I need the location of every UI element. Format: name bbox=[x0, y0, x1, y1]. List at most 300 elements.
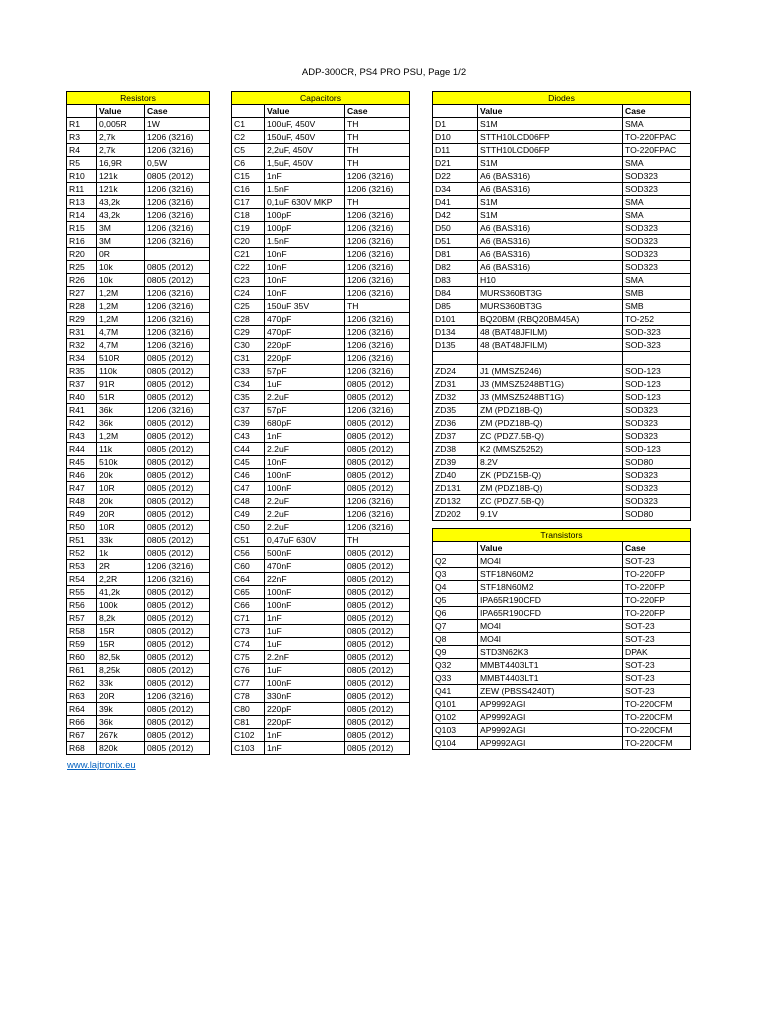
table-row bbox=[67, 222, 210, 235]
value-cell: 39k bbox=[97, 703, 145, 716]
case-cell: 1206 (3216) bbox=[345, 352, 410, 365]
ref-cell: C80 bbox=[232, 703, 265, 716]
value-cell: MMBT4403LT1 bbox=[478, 659, 623, 672]
value-cell: 2.2uF bbox=[265, 391, 345, 404]
table-row bbox=[232, 560, 410, 573]
ref-cell: D34 bbox=[433, 183, 478, 196]
ref-cell: C39 bbox=[232, 417, 265, 430]
ref-cell: R56 bbox=[67, 599, 97, 612]
table-row bbox=[232, 534, 410, 547]
value-cell: 1nF bbox=[265, 729, 345, 742]
value-cell: AP9992AGI bbox=[478, 724, 623, 737]
value-cell: STF18N60M2 bbox=[478, 581, 623, 594]
ref-cell: Q4 bbox=[433, 581, 478, 594]
value-cell: 2.2uF bbox=[265, 443, 345, 456]
case-cell: SMA bbox=[623, 274, 691, 287]
case-cell: 1206 (3216) bbox=[345, 495, 410, 508]
value-cell: 2,7k bbox=[97, 144, 145, 157]
table-row bbox=[67, 326, 210, 339]
table-row bbox=[232, 378, 410, 391]
case-cell: SOD323 bbox=[623, 183, 691, 196]
case-cell: SOD-123 bbox=[623, 443, 691, 456]
value-cell: 22nF bbox=[265, 573, 345, 586]
case-cell: 0805 (2012) bbox=[345, 378, 410, 391]
case-cell: 0805 (2012) bbox=[145, 456, 210, 469]
case-cell: 0805 (2012) bbox=[145, 365, 210, 378]
table-row bbox=[67, 612, 210, 625]
ref-cell: C35 bbox=[232, 391, 265, 404]
value-cell: 20k bbox=[97, 495, 145, 508]
case-cell: 0805 (2012) bbox=[345, 638, 410, 651]
table-row bbox=[67, 339, 210, 352]
ref-cell: C22 bbox=[232, 261, 265, 274]
case-cell: 1206 (3216) bbox=[145, 690, 210, 703]
ref-cell: R59 bbox=[67, 638, 97, 651]
ref-cell: C23 bbox=[232, 274, 265, 287]
case-cell: 0,5W bbox=[145, 157, 210, 170]
ref-cell: C74 bbox=[232, 638, 265, 651]
value-cell: ZM (PDZ18B-Q) bbox=[478, 482, 623, 495]
ref-cell: C73 bbox=[232, 625, 265, 638]
ref-cell: ZD39 bbox=[433, 456, 478, 469]
ref-cell: R42 bbox=[67, 417, 97, 430]
ref-cell: R58 bbox=[67, 625, 97, 638]
ref-cell: D81 bbox=[433, 248, 478, 261]
case-cell: SOD323 bbox=[623, 430, 691, 443]
table-row bbox=[67, 131, 210, 144]
table-row bbox=[232, 443, 410, 456]
table-row bbox=[67, 378, 210, 391]
ref-cell: D10 bbox=[433, 131, 478, 144]
value-cell: 10R bbox=[97, 521, 145, 534]
value-cell: 11k bbox=[97, 443, 145, 456]
case-cell: 0805 (2012) bbox=[145, 534, 210, 547]
value-cell: ZC (PDZ7.5B-Q) bbox=[478, 495, 623, 508]
value-cell: 470pF bbox=[265, 313, 345, 326]
table-row bbox=[433, 430, 691, 443]
value-cell: J3 (MMSZ5248BT1G) bbox=[478, 378, 623, 391]
value-cell: 100nF bbox=[265, 482, 345, 495]
table-row bbox=[67, 443, 210, 456]
ref-cell: R3 bbox=[67, 131, 97, 144]
value-cell: 10R bbox=[97, 482, 145, 495]
value-cell: 20R bbox=[97, 690, 145, 703]
value-cell: 9.1V bbox=[478, 508, 623, 521]
ref-cell: C17 bbox=[232, 196, 265, 209]
case-cell: SOD323 bbox=[623, 404, 691, 417]
table-row bbox=[67, 118, 210, 131]
ref-cell: R16 bbox=[67, 235, 97, 248]
ref-cell: R64 bbox=[67, 703, 97, 716]
table-row bbox=[433, 633, 691, 646]
case-cell: 0805 (2012) bbox=[345, 599, 410, 612]
ref-cell: R67 bbox=[67, 729, 97, 742]
table-row bbox=[232, 469, 410, 482]
column-header-ref bbox=[232, 105, 265, 118]
case-cell: SOT-23 bbox=[623, 633, 691, 646]
website-link[interactable]: www.lajtronix.eu bbox=[67, 760, 136, 771]
table-row bbox=[232, 339, 410, 352]
value-cell: A6 (BAS316) bbox=[478, 183, 623, 196]
table-row bbox=[433, 352, 691, 365]
table-row bbox=[433, 508, 691, 521]
table-row bbox=[232, 313, 410, 326]
ref-cell: R15 bbox=[67, 222, 97, 235]
table-row bbox=[67, 638, 210, 651]
table-row bbox=[67, 560, 210, 573]
table-row bbox=[232, 209, 410, 222]
case-cell: 0805 (2012) bbox=[145, 521, 210, 534]
case-cell: TO-220FP bbox=[623, 568, 691, 581]
table-row bbox=[433, 248, 691, 261]
table-row bbox=[67, 209, 210, 222]
ref-cell: ZD36 bbox=[433, 417, 478, 430]
value-cell: 1,2M bbox=[97, 430, 145, 443]
table-row bbox=[433, 698, 691, 711]
value-cell: 36k bbox=[97, 716, 145, 729]
value-cell: 10nF bbox=[265, 274, 345, 287]
table-row bbox=[67, 534, 210, 547]
ref-cell: R47 bbox=[67, 482, 97, 495]
ref-cell: C65 bbox=[232, 586, 265, 599]
table-row bbox=[232, 586, 410, 599]
ref-cell: R34 bbox=[67, 352, 97, 365]
value-cell: 15R bbox=[97, 638, 145, 651]
case-cell: 1206 (3216) bbox=[345, 521, 410, 534]
ref-cell: Q3 bbox=[433, 568, 478, 581]
table-row bbox=[232, 703, 410, 716]
value-cell: 220pF bbox=[265, 339, 345, 352]
case-cell: 0805 (2012) bbox=[145, 729, 210, 742]
ref-cell: R1 bbox=[67, 118, 97, 131]
case-cell: 0805 (2012) bbox=[145, 612, 210, 625]
value-cell: 100nF bbox=[265, 599, 345, 612]
ref-cell: Q102 bbox=[433, 711, 478, 724]
value-cell: 100nF bbox=[265, 586, 345, 599]
column-header-case: Case bbox=[623, 105, 691, 118]
ref-cell: R48 bbox=[67, 495, 97, 508]
table-row bbox=[433, 417, 691, 430]
ref-cell: R53 bbox=[67, 560, 97, 573]
ref-cell: C28 bbox=[232, 313, 265, 326]
ref-cell: C2 bbox=[232, 131, 265, 144]
table-row bbox=[67, 261, 210, 274]
value-cell: 110k bbox=[97, 365, 145, 378]
table-row bbox=[232, 430, 410, 443]
table-row bbox=[67, 365, 210, 378]
ref-cell: D84 bbox=[433, 287, 478, 300]
case-cell: SOD-123 bbox=[623, 378, 691, 391]
value-cell: 2,2R bbox=[97, 573, 145, 586]
value-cell: 1nF bbox=[265, 170, 345, 183]
value-cell: 1.5nF bbox=[265, 235, 345, 248]
table-row bbox=[232, 742, 410, 755]
table-row bbox=[67, 287, 210, 300]
table-row bbox=[232, 157, 410, 170]
ref-cell: D41 bbox=[433, 196, 478, 209]
section-header bbox=[433, 529, 691, 542]
value-cell: 1k bbox=[97, 547, 145, 560]
ref-cell: R10 bbox=[67, 170, 97, 183]
table-row bbox=[232, 625, 410, 638]
table-row bbox=[433, 672, 691, 685]
case-cell: 0805 (2012) bbox=[145, 170, 210, 183]
table-row bbox=[67, 677, 210, 690]
ref-cell: C6 bbox=[232, 157, 265, 170]
value-cell: STTH10LCD06FP bbox=[478, 131, 623, 144]
ref-cell: C5 bbox=[232, 144, 265, 157]
case-cell: SMB bbox=[623, 287, 691, 300]
ref-cell: C21 bbox=[232, 248, 265, 261]
table-row bbox=[67, 625, 210, 638]
ref-cell: R54 bbox=[67, 573, 97, 586]
case-cell: TO-220CFM bbox=[623, 711, 691, 724]
column-header-value: Value bbox=[478, 105, 623, 118]
ref-cell: R31 bbox=[67, 326, 97, 339]
table-row bbox=[433, 209, 691, 222]
ref-cell: R26 bbox=[67, 274, 97, 287]
ref-cell: R57 bbox=[67, 612, 97, 625]
table-row bbox=[67, 599, 210, 612]
case-cell: SOD323 bbox=[623, 482, 691, 495]
ref-cell: C29 bbox=[232, 326, 265, 339]
table-row bbox=[232, 404, 410, 417]
value-cell: 10nF bbox=[265, 287, 345, 300]
case-cell: 1206 (3216) bbox=[345, 287, 410, 300]
table-row bbox=[433, 482, 691, 495]
case-cell: 1206 (3216) bbox=[145, 339, 210, 352]
case-cell: 1206 (3216) bbox=[145, 560, 210, 573]
value-cell: MURS360BT3G bbox=[478, 300, 623, 313]
value-cell: 1uF bbox=[265, 664, 345, 677]
ref-cell: C43 bbox=[232, 430, 265, 443]
case-cell: SOD-323 bbox=[623, 326, 691, 339]
case-cell: 1206 (3216) bbox=[145, 300, 210, 313]
ref-cell: C30 bbox=[232, 339, 265, 352]
value-cell: IPA65R190CFD bbox=[478, 594, 623, 607]
table-row bbox=[232, 690, 410, 703]
case-cell: 1206 (3216) bbox=[345, 235, 410, 248]
ref-cell: R62 bbox=[67, 677, 97, 690]
case-cell: 0805 (2012) bbox=[145, 664, 210, 677]
case-cell: 0805 (2012) bbox=[145, 261, 210, 274]
ref-cell: C81 bbox=[232, 716, 265, 729]
value-cell: MO4I bbox=[478, 555, 623, 568]
value-cell: 2.2uF bbox=[265, 521, 345, 534]
value-cell: J1 (MMSZ5246) bbox=[478, 365, 623, 378]
case-cell: SMA bbox=[623, 157, 691, 170]
ref-cell: R55 bbox=[67, 586, 97, 599]
table-row bbox=[67, 690, 210, 703]
table-row bbox=[232, 651, 410, 664]
table-row bbox=[67, 716, 210, 729]
value-cell: 1nF bbox=[265, 612, 345, 625]
value-cell: A6 (BAS316) bbox=[478, 248, 623, 261]
value-cell: 150uF, 450V bbox=[265, 131, 345, 144]
case-cell: 1206 (3216) bbox=[345, 313, 410, 326]
case-cell: 1206 (3216) bbox=[145, 235, 210, 248]
value-cell: S1M bbox=[478, 209, 623, 222]
case-cell: SOD323 bbox=[623, 170, 691, 183]
ref-cell: R41 bbox=[67, 404, 97, 417]
case-cell: 0805 (2012) bbox=[345, 677, 410, 690]
case-cell: 1206 (3216) bbox=[145, 222, 210, 235]
value-cell: 4,7M bbox=[97, 339, 145, 352]
table-row bbox=[232, 495, 410, 508]
case-cell: 0805 (2012) bbox=[145, 469, 210, 482]
table-row bbox=[67, 404, 210, 417]
case-cell: TO-220FPAC bbox=[623, 131, 691, 144]
case-cell: DPAK bbox=[623, 646, 691, 659]
ref-cell: C103 bbox=[232, 742, 265, 755]
case-cell: TH bbox=[345, 196, 410, 209]
value-cell: 82,5k bbox=[97, 651, 145, 664]
value-cell: 2,7k bbox=[97, 131, 145, 144]
case-cell: 0805 (2012) bbox=[345, 573, 410, 586]
ref-cell: C78 bbox=[232, 690, 265, 703]
ref-cell: ZD31 bbox=[433, 378, 478, 391]
table-row bbox=[67, 664, 210, 677]
value-cell: 220pF bbox=[265, 352, 345, 365]
ref-cell: R43 bbox=[67, 430, 97, 443]
case-cell: 0805 (2012) bbox=[145, 716, 210, 729]
value-cell: 1,2M bbox=[97, 300, 145, 313]
section-header bbox=[232, 92, 410, 105]
ref-cell: C49 bbox=[232, 508, 265, 521]
value-cell: 43,2k bbox=[97, 196, 145, 209]
case-cell: 0805 (2012) bbox=[145, 586, 210, 599]
column-header-case: Case bbox=[145, 105, 210, 118]
case-cell: 0805 (2012) bbox=[345, 417, 410, 430]
value-cell: 1.5nF bbox=[265, 183, 345, 196]
resistors-table bbox=[66, 91, 210, 755]
table-row bbox=[433, 581, 691, 594]
table-row bbox=[232, 521, 410, 534]
column-header-row bbox=[433, 105, 691, 118]
page-title: ADP-300CR, PS4 PRO PSU, Page 1/2 bbox=[301, 67, 467, 78]
table-row bbox=[232, 261, 410, 274]
column-header-case: Case bbox=[623, 542, 691, 555]
ref-cell: R60 bbox=[67, 651, 97, 664]
value-cell bbox=[478, 352, 623, 365]
value-cell: 2,2uF, 450V bbox=[265, 144, 345, 157]
value-cell: 4,7M bbox=[97, 326, 145, 339]
case-cell: TH bbox=[345, 144, 410, 157]
value-cell: 1uF bbox=[265, 625, 345, 638]
ref-cell: C75 bbox=[232, 651, 265, 664]
ref-cell: R13 bbox=[67, 196, 97, 209]
case-cell: 0805 (2012) bbox=[145, 482, 210, 495]
case-cell: 0805 (2012) bbox=[345, 560, 410, 573]
table-row bbox=[433, 131, 691, 144]
table-row bbox=[433, 607, 691, 620]
table-row bbox=[433, 313, 691, 326]
value-cell: 10k bbox=[97, 274, 145, 287]
value-cell: A6 (BAS316) bbox=[478, 235, 623, 248]
table-row bbox=[67, 456, 210, 469]
value-cell: 8.2V bbox=[478, 456, 623, 469]
table-row bbox=[433, 378, 691, 391]
section-title: Capacitors bbox=[232, 92, 410, 105]
table-row bbox=[67, 651, 210, 664]
case-cell: 0805 (2012) bbox=[145, 599, 210, 612]
value-cell: IPA65R190CFD bbox=[478, 607, 623, 620]
ref-cell: C60 bbox=[232, 560, 265, 573]
case-cell: SOD323 bbox=[623, 495, 691, 508]
table-row bbox=[67, 482, 210, 495]
ref-cell: C20 bbox=[232, 235, 265, 248]
table-row bbox=[67, 157, 210, 170]
ref-cell: D135 bbox=[433, 339, 478, 352]
case-cell: 1W bbox=[145, 118, 210, 131]
case-cell: 0805 (2012) bbox=[145, 742, 210, 755]
value-cell: S1M bbox=[478, 196, 623, 209]
table-row bbox=[67, 235, 210, 248]
case-cell: 0805 (2012) bbox=[145, 417, 210, 430]
case-cell: 0805 (2012) bbox=[345, 651, 410, 664]
value-cell: 1uF bbox=[265, 638, 345, 651]
ref-cell: R25 bbox=[67, 261, 97, 274]
table-row bbox=[433, 568, 691, 581]
case-cell: 0805 (2012) bbox=[345, 443, 410, 456]
ref-cell: D82 bbox=[433, 261, 478, 274]
case-cell: SMA bbox=[623, 196, 691, 209]
case-cell: 0805 (2012) bbox=[345, 586, 410, 599]
ref-cell: C24 bbox=[232, 287, 265, 300]
case-cell: SOD-123 bbox=[623, 391, 691, 404]
table-row bbox=[67, 430, 210, 443]
table-row bbox=[232, 274, 410, 287]
table-row bbox=[232, 235, 410, 248]
ref-cell: Q101 bbox=[433, 698, 478, 711]
ref-cell: C50 bbox=[232, 521, 265, 534]
table-row bbox=[433, 326, 691, 339]
value-cell: 1,2M bbox=[97, 313, 145, 326]
ref-cell: R20 bbox=[67, 248, 97, 261]
value-cell: K2 (MMSZ5252) bbox=[478, 443, 623, 456]
ref-cell: C1 bbox=[232, 118, 265, 131]
ref-cell: C71 bbox=[232, 612, 265, 625]
value-cell: 36k bbox=[97, 417, 145, 430]
table-row bbox=[433, 443, 691, 456]
case-cell: 0805 (2012) bbox=[145, 443, 210, 456]
table-row bbox=[232, 326, 410, 339]
ref-cell: Q8 bbox=[433, 633, 478, 646]
value-cell: STF18N60M2 bbox=[478, 568, 623, 581]
value-cell: 51R bbox=[97, 391, 145, 404]
section-title: Diodes bbox=[433, 92, 691, 105]
ref-cell: ZD24 bbox=[433, 365, 478, 378]
table-row bbox=[433, 274, 691, 287]
ref-cell: R44 bbox=[67, 443, 97, 456]
table-row bbox=[232, 248, 410, 261]
case-cell: 1206 (3216) bbox=[345, 209, 410, 222]
column-header-row bbox=[232, 105, 410, 118]
value-cell: 330nF bbox=[265, 690, 345, 703]
value-cell: 0,005R bbox=[97, 118, 145, 131]
ref-cell: R45 bbox=[67, 456, 97, 469]
table-row bbox=[67, 313, 210, 326]
value-cell: 1,5uF, 450V bbox=[265, 157, 345, 170]
ref-cell: ZD38 bbox=[433, 443, 478, 456]
table-row bbox=[67, 183, 210, 196]
case-cell: TH bbox=[345, 118, 410, 131]
value-cell: 33k bbox=[97, 534, 145, 547]
table-row bbox=[433, 659, 691, 672]
case-cell: SMB bbox=[623, 300, 691, 313]
table-row bbox=[232, 352, 410, 365]
value-cell: ZC (PDZ7.5B-Q) bbox=[478, 430, 623, 443]
